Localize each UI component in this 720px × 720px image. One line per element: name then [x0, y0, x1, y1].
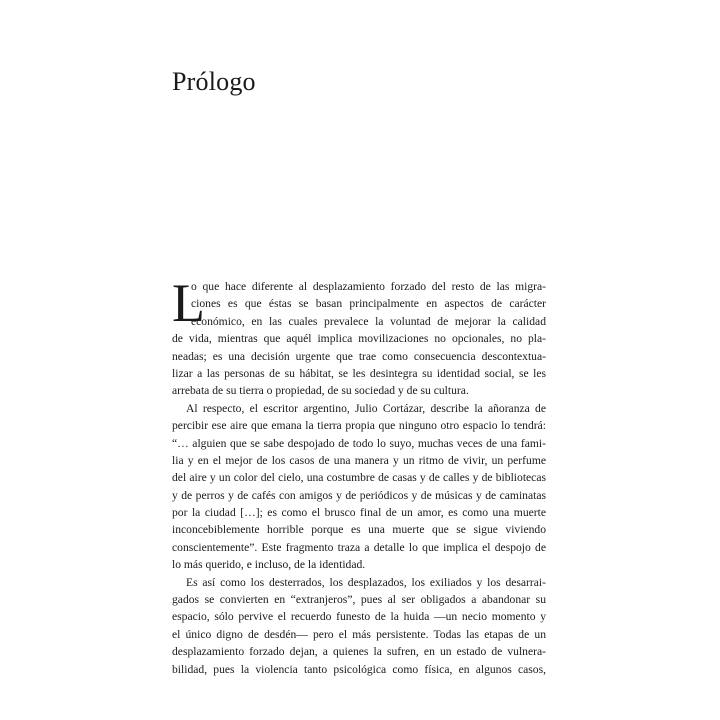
text-line: bilidad, pues la violencia tanto psicológica como física, en algunos casos, [172, 662, 546, 676]
text-line: desplazamiento forzado dejan, a quienes la sufren, en un estado de vulnera- [172, 645, 546, 659]
text-line: percibir ese aire que emana la tierra propia que ninguno otro espacio lo tendrá: [172, 419, 546, 433]
paragraph-2 [172, 400, 546, 574]
text-line: o que hace diferente al desplazamiento forzado del resto de las migra- [191, 280, 546, 293]
text-line: “… alguien que se sabe despojado de todo lo suyo, muchas veces de una fami- [172, 436, 546, 450]
text-line: de vida, mientras que aquél implica movilizaciones no opcionales, no pla- [172, 332, 546, 346]
text-line: lo más querido, e incluso, de la identidad. [172, 558, 366, 572]
text-line: y de perros y de cafés con amigos y de periódicos y de músicas y de caminatas [172, 488, 546, 502]
page-title: Prólogo [172, 67, 256, 96]
text-line: espacio, sólo pervive el recuerdo funesto de la huida —un necio momento y [172, 610, 546, 624]
text-line: lia y en el mejor de los casos de una manera y un ritmo de vivir, un perfume [172, 453, 546, 467]
paragraph-1 [172, 273, 546, 400]
text-line: ciones es que éstas se basan principalmente en aspectos de carácter [191, 297, 546, 311]
body-text [172, 273, 546, 678]
text-line: por la ciudad […]; es como el brusco final de un amor, es como una muerte [172, 506, 546, 520]
text-line: Al respecto, el escritor argentino, Julio Cortázar, describe la añoranza de [186, 401, 546, 415]
text-line: Es así como los desterrados, los desplazados, los exiliados y los desarrai- [186, 575, 546, 589]
text-line: inconcebiblemente horrible porque es una muerte que se sigue viviendo [172, 523, 546, 537]
text-line: lizar a las personas de su hábitat, se les desintegra su identidad social, se les [172, 366, 546, 380]
text-line: conscientemente”. Este fragmento traza a detalle lo que implica el despojo de [172, 540, 546, 554]
text-line: del aire y un color del cielo, una costumbre de casas y de calles y de bibliotecas [172, 471, 546, 485]
text-line: arrebata de su tierra o propiedad, de su sociedad y de su cultura. [172, 384, 469, 398]
text-line: el único digno de desdén— pero el más persistente. Todas las etapas de un [172, 627, 546, 641]
text-line: económico, en las cuales prevalece la voluntad de mejorar la calidad [191, 314, 546, 328]
text-line: gados se convierten en “extranjeros”, pues al ser obligados a abandonar su [172, 593, 546, 607]
paragraph-3 [172, 574, 546, 678]
text-line: neadas; es una decisión urgente que trae como consecuencia descontextua- [172, 349, 546, 363]
drop-cap: L [172, 273, 205, 333]
